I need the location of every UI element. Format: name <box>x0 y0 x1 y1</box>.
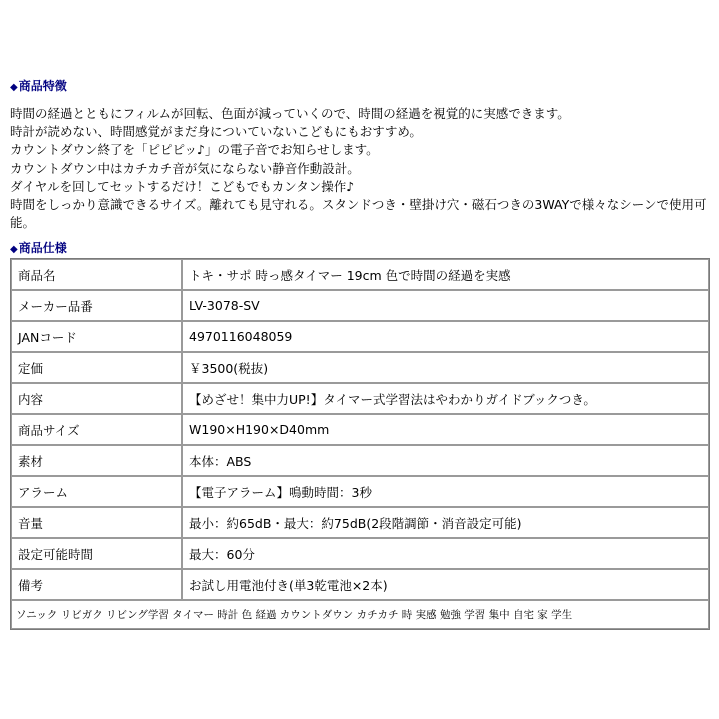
spec-value: LV-3078-SV <box>182 290 709 321</box>
spec-value: W190×H190×D40mm <box>182 414 709 445</box>
feature-line: 時計が読めない、時間感覚がまだ身についていないこどもにもおすすめ。 <box>10 124 422 140</box>
table-row <box>11 259 709 290</box>
features-heading <box>10 78 67 96</box>
spec-value: 4970116048059 <box>182 321 709 352</box>
spec-label: 素材 <box>11 445 182 476</box>
spec-value: 最大：60分 <box>182 538 709 569</box>
keywords-row <box>11 600 709 629</box>
spec-label: 商品サイズ <box>11 414 182 445</box>
table-row <box>11 383 709 414</box>
feature-line: カウントダウン中はカチカチ音が気にならない静音作動設計。 <box>10 160 360 176</box>
table-row <box>11 538 709 569</box>
features-heading-text: 商品特徴 <box>18 79 67 93</box>
spec-value: 最小：約65dB・最大：約75dB(2段階調節・消音設定可能) <box>182 507 709 538</box>
feature-line: 時間をしっかり意識できるサイズ。離れても見守れる。スタンドつき・壁掛け穴・磁石つきの3WAYで様々なシーンで使用可能。 <box>10 197 707 231</box>
keywords-cell: ソニック リビガク リビング学習 タイマー 時計 色 経過 カウントダウン カチカチ 時 実感 勉強 学習 集中 自宅 家 学生 <box>11 600 709 629</box>
feature-line: ダイヤルを回してセットするだけ！こどもでもカンタン操作♪ <box>10 178 355 194</box>
table-row <box>11 445 709 476</box>
spec-label: 定価 <box>11 352 182 383</box>
feature-line: カウントダウン終了を「ピピピッ♪」の電子音でお知らせします。 <box>10 142 379 158</box>
spec-label: メーカー品番 <box>11 290 182 321</box>
features-list <box>10 105 710 232</box>
spec-label: 商品名 <box>11 259 182 290</box>
spec-label: 音量 <box>11 507 182 538</box>
spec-label: 備考 <box>11 569 182 600</box>
table-row <box>11 476 709 507</box>
spec-label: 内容 <box>11 383 182 414</box>
spec-table <box>10 258 710 630</box>
spec-value: ￥3500(税抜) <box>182 352 709 383</box>
table-row <box>11 507 709 538</box>
table-row <box>11 352 709 383</box>
table-row <box>11 414 709 445</box>
spec-value: トキ・サポ 時っ感タイマー 19cm 色で時間の経過を実感 <box>182 259 709 290</box>
spec-heading-text: 商品仕様 <box>18 241 67 255</box>
table-row <box>11 290 709 321</box>
spec-label: 設定可能時間 <box>11 538 182 569</box>
spec-value: お試し用電池付き(単3乾電池×2本) <box>182 569 709 600</box>
spec-value: 本体：ABS <box>182 445 709 476</box>
spec-value: 【電子アラーム】鳴動時間：3秒 <box>182 476 709 507</box>
table-row <box>11 321 709 352</box>
spec-value: 【めざせ！集中力UP!】タイマー式学習法はやわかりガイドブックつき。 <box>182 383 709 414</box>
table-row <box>11 569 709 600</box>
feature-line: 時間の経過とともにフィルムが回転、色面が減っていくので、時間の経過を視覚的に実感できます。 <box>10 106 570 121</box>
spec-label: アラーム <box>11 476 182 507</box>
diamond-marker-icon: ◆ <box>10 244 18 255</box>
spec-label: JANコード <box>11 321 182 352</box>
diamond-marker-icon: ◆ <box>10 82 18 93</box>
spec-heading <box>10 240 67 258</box>
